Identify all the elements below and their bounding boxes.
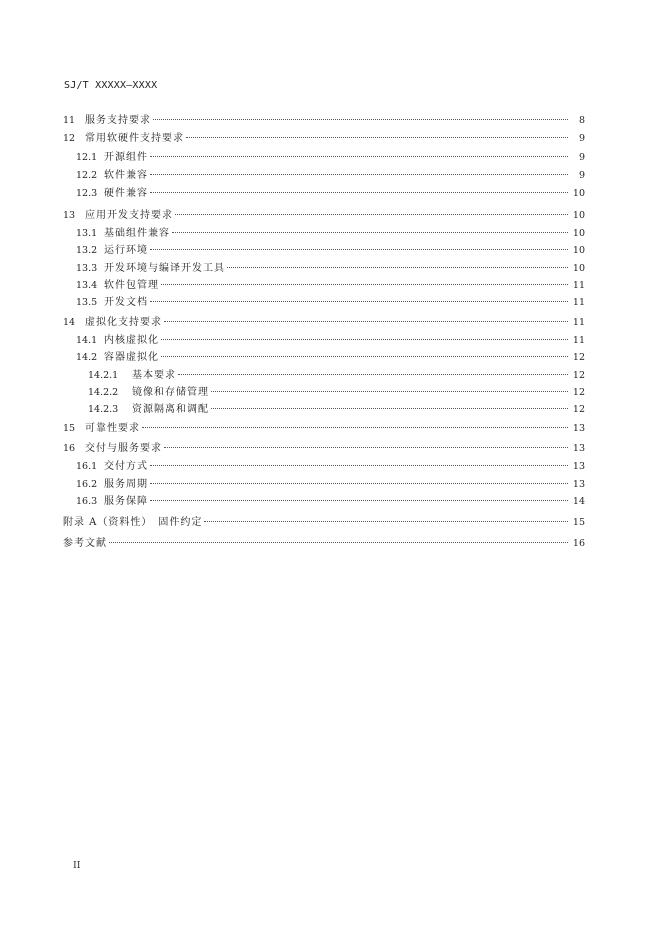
toc-entry-title: 内核虚拟化	[104, 335, 159, 346]
toc-dot-leader	[150, 301, 568, 302]
toc-dot-leader	[227, 267, 568, 268]
toc-entry[interactable]	[63, 187, 585, 201]
toc-dot-leader	[164, 321, 568, 322]
toc-entry[interactable]	[63, 495, 585, 509]
toc-entry-page: 8	[578, 115, 585, 126]
toc-entry[interactable]	[63, 262, 585, 276]
toc-entry[interactable]	[63, 442, 585, 456]
toc-entry-page: 11	[572, 280, 585, 291]
toc-entry-page: 15	[572, 517, 585, 528]
toc-entry-number: 14.2.1	[88, 370, 119, 381]
toc-entry-title: 常用软硬件支持要求	[85, 133, 184, 144]
toc-entry-title: 附录 A（资料性） 固件约定	[63, 517, 203, 528]
toc-dot-leader	[161, 339, 568, 340]
toc-entry-page: 10	[572, 263, 585, 274]
toc-entry-title: 软件包管理	[104, 280, 159, 291]
toc-entry-page: 13	[572, 461, 585, 472]
toc-entry[interactable]	[63, 209, 585, 223]
toc-dot-leader	[150, 156, 568, 157]
toc-entry-page: 13	[572, 423, 585, 434]
toc-entry-number: 13.5	[76, 297, 98, 308]
toc-dot-leader	[172, 232, 568, 233]
toc-dot-leader	[150, 500, 568, 501]
toc-entry[interactable]	[63, 132, 585, 146]
toc-entry-page: 11	[572, 317, 585, 328]
toc-dot-leader	[164, 447, 568, 448]
toc-entry-title: 基础组件兼容	[104, 228, 170, 239]
toc-entry-number: 12.2	[76, 170, 98, 181]
toc-entry[interactable]	[63, 169, 585, 183]
toc-dot-leader	[211, 391, 568, 392]
toc-entry-number: 12.3	[76, 188, 98, 199]
toc-dot-leader	[150, 174, 568, 175]
toc-entry-page: 12	[572, 387, 585, 398]
toc-entry[interactable]	[63, 460, 585, 474]
toc-entry-title: 虚拟化支持要求	[85, 317, 162, 328]
toc-entry-number: 14.2	[76, 352, 98, 363]
toc-dot-leader	[211, 408, 568, 409]
toc-entry-page: 9	[578, 152, 585, 163]
toc-dot-leader	[161, 356, 568, 357]
toc-entry-number: 13.1	[76, 228, 98, 239]
toc-dot-leader	[142, 427, 568, 428]
toc-entry-number: 16.3	[76, 496, 98, 507]
toc-dot-leader	[150, 192, 568, 193]
toc-entry-title: 服务周期	[104, 479, 148, 490]
toc-entry-title: 资源隔离和调配	[132, 404, 209, 415]
toc-entry-page: 10	[572, 210, 585, 221]
toc-dot-leader	[178, 374, 568, 375]
document-code: SJ/T XXXXX—XXXX	[64, 80, 158, 91]
toc-entry-page: 9	[578, 133, 585, 144]
toc-entry-number: 16.2	[76, 479, 98, 490]
toc-entry-page: 12	[572, 352, 585, 363]
toc-entry[interactable]	[63, 316, 585, 330]
toc-entry-title: 应用开发支持要求	[85, 210, 173, 221]
toc-dot-leader	[161, 284, 568, 285]
toc-entry-title: 服务保障	[104, 496, 148, 507]
toc-entry-number: 14	[63, 317, 76, 328]
toc-entry[interactable]	[63, 279, 585, 293]
toc-dot-leader	[175, 214, 568, 215]
toc-entry[interactable]	[63, 151, 585, 165]
toc-entry-title: 交付与服务要求	[85, 443, 162, 454]
toc-entry-number: 14.2.3	[88, 404, 119, 415]
toc-entry-number: 13.3	[76, 263, 98, 274]
toc-entry-page: 11	[572, 335, 585, 346]
toc-entry-title: 镜像和存储管理	[132, 387, 209, 398]
toc-entry-number: 13.4	[76, 280, 98, 291]
toc-entry[interactable]	[63, 351, 585, 365]
toc-dot-leader	[109, 542, 568, 543]
toc-entry-page: 10	[572, 228, 585, 239]
toc-entry-page: 12	[572, 404, 585, 415]
toc-entry-title: 运行环境	[104, 245, 148, 256]
toc-entry[interactable]	[63, 369, 585, 383]
toc-entry-title: 开发环境与编译开发工具	[104, 263, 225, 274]
toc-entry[interactable]	[63, 478, 585, 492]
toc-entry-number: 13	[63, 210, 76, 221]
toc-entry[interactable]	[63, 244, 585, 258]
toc-entry-title: 容器虚拟化	[104, 352, 159, 363]
toc-dot-leader	[150, 249, 568, 250]
toc-entry-number: 16.1	[76, 461, 98, 472]
toc-entry-page: 14	[572, 496, 585, 507]
toc-entry-title: 参考文献	[63, 538, 107, 549]
toc-entry-title: 基本要求	[132, 370, 176, 381]
toc-entry-page: 10	[572, 188, 585, 199]
toc-entry-page: 9	[578, 170, 585, 181]
toc-entry-number: 12.1	[76, 152, 98, 163]
toc-entry-title: 开发文档	[104, 297, 148, 308]
toc-entry[interactable]	[63, 422, 585, 436]
toc-entry-number: 11	[63, 115, 76, 126]
toc-entry-page: 13	[572, 479, 585, 490]
toc-entry[interactable]	[63, 516, 585, 530]
toc-dot-leader	[150, 483, 568, 484]
toc-entry-title: 交付方式	[104, 461, 148, 472]
toc-entry-page: 11	[572, 297, 585, 308]
toc-dot-leader	[150, 465, 568, 466]
toc-entry-page: 12	[572, 370, 585, 381]
toc-entry[interactable]	[63, 114, 585, 128]
toc-entry[interactable]	[63, 386, 585, 400]
toc-entry-page: 16	[572, 538, 585, 549]
toc-entry-title: 软件兼容	[104, 170, 148, 181]
toc-entry[interactable]	[63, 334, 585, 348]
page-number: II	[73, 860, 81, 871]
toc-entry-title: 硬件兼容	[104, 188, 148, 199]
toc-entry-number: 14.1	[76, 335, 98, 346]
toc-entry-title: 服务支持要求	[85, 115, 151, 126]
toc-entry-number: 12	[63, 133, 76, 144]
toc-entry[interactable]	[63, 537, 585, 551]
toc-dot-leader	[204, 521, 568, 522]
toc-entry-title: 开源组件	[104, 152, 148, 163]
toc-entry-page: 13	[572, 443, 585, 454]
toc-dot-leader	[153, 119, 568, 120]
toc-entry-title: 可靠性要求	[85, 423, 140, 434]
toc-entry[interactable]	[63, 296, 585, 310]
toc-entry-number: 15	[63, 423, 76, 434]
toc-entry[interactable]	[63, 403, 585, 417]
toc-entry-number: 14.2.2	[88, 387, 119, 398]
toc-entry-number: 16	[63, 443, 76, 454]
toc-entry-number: 13.2	[76, 245, 98, 256]
toc-entry[interactable]	[63, 227, 585, 241]
toc-dot-leader	[186, 137, 568, 138]
toc-entry-page: 10	[572, 245, 585, 256]
